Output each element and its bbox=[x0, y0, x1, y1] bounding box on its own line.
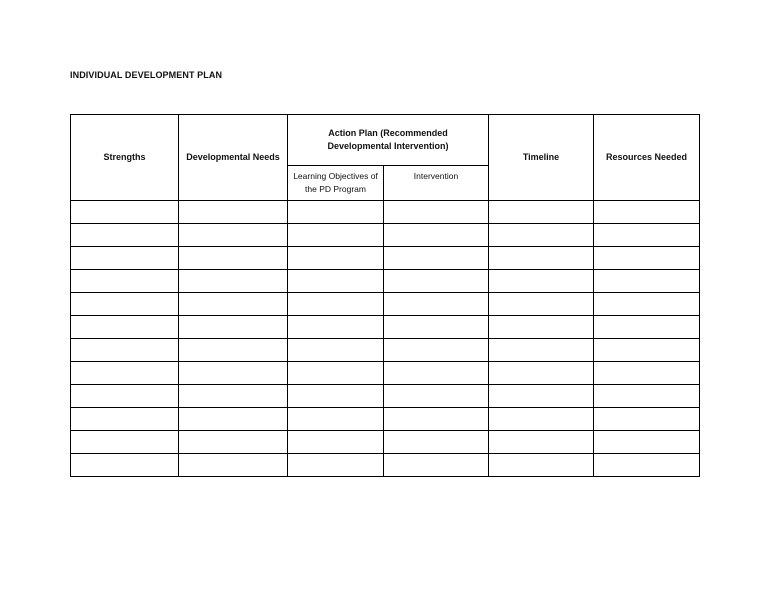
intervention-cell[interactable] bbox=[384, 201, 489, 224]
strengths-cell[interactable] bbox=[71, 247, 179, 270]
table-row bbox=[71, 362, 700, 385]
developmental-needs-cell[interactable] bbox=[179, 339, 288, 362]
development-plan-table bbox=[70, 114, 700, 477]
timeline-cell[interactable] bbox=[489, 201, 594, 224]
strengths-cell[interactable] bbox=[71, 431, 179, 454]
learning-objectives-cell[interactable] bbox=[288, 431, 384, 454]
learning-objectives-cell[interactable] bbox=[288, 316, 384, 339]
learning-objectives-cell[interactable] bbox=[288, 293, 384, 316]
table-row bbox=[71, 247, 700, 270]
strengths-cell[interactable] bbox=[71, 201, 179, 224]
resources-needed-cell[interactable] bbox=[594, 293, 700, 316]
intervention-cell[interactable] bbox=[384, 431, 489, 454]
timeline-cell[interactable] bbox=[489, 408, 594, 431]
developmental-needs-cell[interactable] bbox=[179, 454, 288, 477]
developmental-needs-cell[interactable] bbox=[179, 316, 288, 339]
timeline-cell[interactable] bbox=[489, 362, 594, 385]
timeline-cell[interactable] bbox=[489, 270, 594, 293]
timeline-header: Timeline bbox=[489, 115, 594, 201]
strengths-cell[interactable] bbox=[71, 385, 179, 408]
learning-objectives-cell[interactable] bbox=[288, 201, 384, 224]
resources-needed-cell[interactable] bbox=[594, 454, 700, 477]
timeline-cell[interactable] bbox=[489, 339, 594, 362]
intervention-cell[interactable] bbox=[384, 293, 489, 316]
table-row bbox=[71, 454, 700, 477]
intervention-cell[interactable] bbox=[384, 247, 489, 270]
developmental-needs-cell[interactable] bbox=[179, 247, 288, 270]
intervention-cell[interactable] bbox=[384, 454, 489, 477]
timeline-cell[interactable] bbox=[489, 454, 594, 477]
intervention-cell[interactable] bbox=[384, 316, 489, 339]
table-row bbox=[71, 408, 700, 431]
table-row bbox=[71, 270, 700, 293]
resources-needed-cell[interactable] bbox=[594, 270, 700, 293]
timeline-cell[interactable] bbox=[489, 385, 594, 408]
document-title: INDIVIDUAL DEVELOPMENT PLAN bbox=[70, 70, 223, 80]
learning-objectives-header: Learning Objectives of the PD Program bbox=[288, 166, 384, 201]
resources-needed-cell[interactable] bbox=[594, 385, 700, 408]
strengths-cell[interactable] bbox=[71, 270, 179, 293]
timeline-cell[interactable] bbox=[489, 316, 594, 339]
resources-needed-cell[interactable] bbox=[594, 247, 700, 270]
strengths-header: Strengths bbox=[71, 115, 179, 201]
developmental-needs-cell[interactable] bbox=[179, 431, 288, 454]
resources-needed-cell[interactable] bbox=[594, 362, 700, 385]
resources-needed-cell[interactable] bbox=[594, 224, 700, 247]
resources-needed-cell[interactable] bbox=[594, 431, 700, 454]
action-plan-header bbox=[288, 115, 489, 166]
learning-objectives-cell[interactable] bbox=[288, 224, 384, 247]
intervention-cell[interactable] bbox=[384, 385, 489, 408]
learning-objectives-cell[interactable] bbox=[288, 362, 384, 385]
intervention-cell[interactable] bbox=[384, 270, 489, 293]
learning-objectives-cell[interactable] bbox=[288, 385, 384, 408]
strengths-cell[interactable] bbox=[71, 293, 179, 316]
timeline-cell[interactable] bbox=[489, 224, 594, 247]
timeline-cell[interactable] bbox=[489, 431, 594, 454]
learning-objectives-cell[interactable] bbox=[288, 454, 384, 477]
learning-objectives-cell[interactable] bbox=[288, 339, 384, 362]
developmental-needs-cell[interactable] bbox=[179, 408, 288, 431]
strengths-cell[interactable] bbox=[71, 454, 179, 477]
developmental-needs-cell[interactable] bbox=[179, 385, 288, 408]
table-row bbox=[71, 385, 700, 408]
table-row bbox=[71, 224, 700, 247]
strengths-cell[interactable] bbox=[71, 316, 179, 339]
resources-needed-cell[interactable] bbox=[594, 316, 700, 339]
timeline-cell[interactable] bbox=[489, 247, 594, 270]
resources-needed-cell[interactable] bbox=[594, 408, 700, 431]
timeline-cell[interactable] bbox=[489, 293, 594, 316]
resources-needed-header: Resources Needed bbox=[594, 115, 700, 201]
learning-objectives-cell[interactable] bbox=[288, 408, 384, 431]
intervention-cell[interactable] bbox=[384, 362, 489, 385]
resources-needed-cell[interactable] bbox=[594, 339, 700, 362]
table-row bbox=[71, 201, 700, 224]
table-row bbox=[71, 339, 700, 362]
intervention-cell[interactable] bbox=[384, 224, 489, 247]
header-row bbox=[71, 115, 700, 166]
strengths-cell[interactable] bbox=[71, 224, 179, 247]
strengths-cell[interactable] bbox=[71, 339, 179, 362]
table-body bbox=[71, 201, 700, 477]
learning-objectives-cell[interactable] bbox=[288, 247, 384, 270]
strengths-cell[interactable] bbox=[71, 362, 179, 385]
intervention-header: Intervention bbox=[384, 166, 489, 201]
table-row bbox=[71, 431, 700, 454]
table-row bbox=[71, 293, 700, 316]
developmental-needs-cell[interactable] bbox=[179, 362, 288, 385]
developmental-needs-cell[interactable] bbox=[179, 201, 288, 224]
developmental-needs-cell[interactable] bbox=[179, 270, 288, 293]
learning-objectives-cell[interactable] bbox=[288, 270, 384, 293]
developmental-needs-cell[interactable] bbox=[179, 293, 288, 316]
developmental-needs-cell[interactable] bbox=[179, 224, 288, 247]
developmental-needs-header: Developmental Needs bbox=[179, 115, 288, 201]
intervention-cell[interactable] bbox=[384, 339, 489, 362]
action-plan-label: Action Plan (Recommended Developmental Intervention) bbox=[327, 128, 449, 151]
strengths-cell[interactable] bbox=[71, 408, 179, 431]
resources-needed-cell[interactable] bbox=[594, 201, 700, 224]
intervention-cell[interactable] bbox=[384, 408, 489, 431]
table-row bbox=[71, 316, 700, 339]
